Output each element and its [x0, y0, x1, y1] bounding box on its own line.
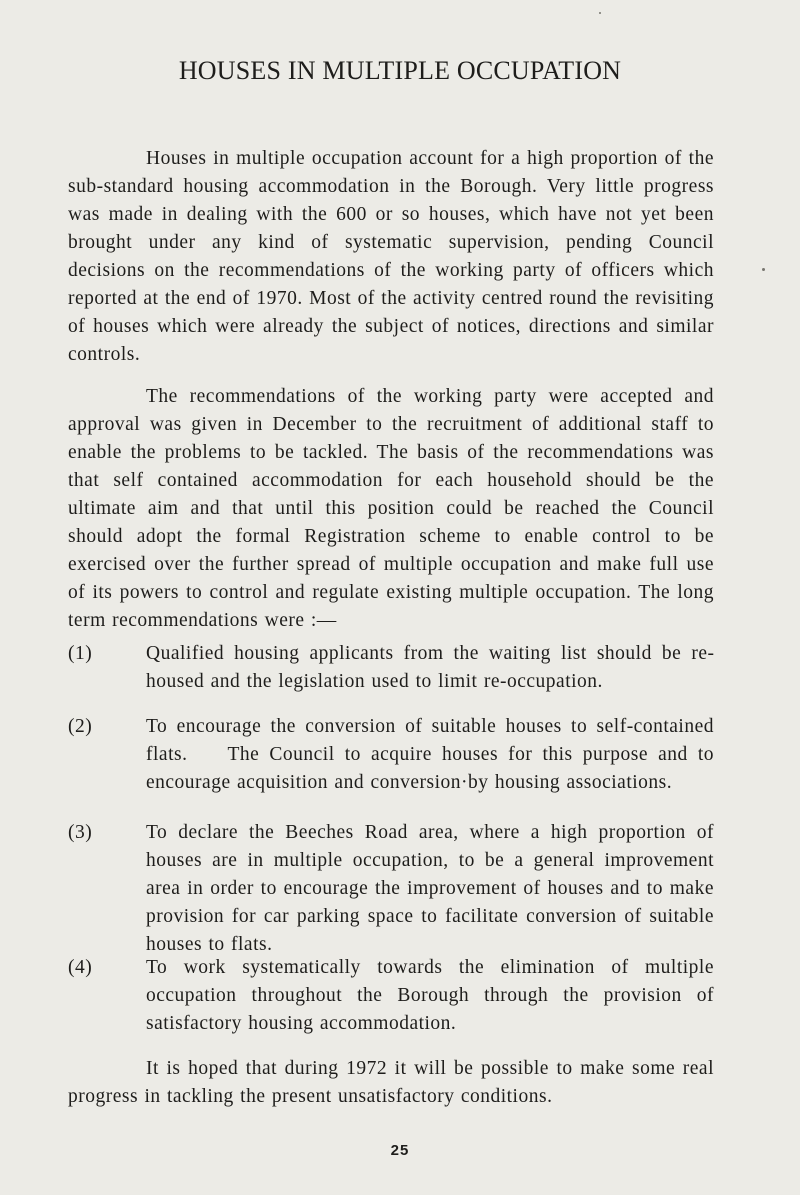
recommendation-number: (2) — [68, 716, 93, 737]
page-number: 25 — [390, 1142, 410, 1159]
page-title: HOUSES IN MULTIPLE OCCUPATION — [178, 56, 622, 85]
recommendation-text: To declare the Beeches Road area, where a high proportion of houses are in multiple occupation, to be a general improvement area in order to encourage the improvement of houses and to make provision for car parking space to facilitate conversion of suitable houses to flats. — [146, 822, 714, 955]
print-speck — [762, 268, 765, 271]
recommendation-number: (4) — [68, 957, 93, 978]
intro-paragraph: Houses in multiple occupation account for a high proportion of the sub-standard housing accommodation in the Borough. Very little progress was made in dealing with the 600 or so houses, which have not yet been brought under any kind of systematic supervision, pending Council decisions on the recommendations of the working party of officers which reported at the end of 1970. Most of the activity centred round the revisiting of houses which were already the subject of notices, directions and similar controls. — [68, 148, 714, 365]
recommendations-paragraph: The recommendations of the working party were accepted and approval was given in December to the recruitment of additional staff to enable the problems to be tackled. The basis of the recommendations was that self contained accommodation for each household should be the ultimate aim and that until this position could be reached the Council should adopt the formal Registration scheme to enable control to be exercised over the further spread of multiple occupation and make full use of its powers to control and regulate existing multiple occupation. The long term recommendations were :— — [68, 386, 714, 631]
recommendation-item-1 — [68, 640, 714, 696]
recommendation-number: (3) — [68, 822, 93, 843]
recommendation-text: To work systematically towards the elimination of multiple occupation throughout the Borough through the provision of satisfactory housing accommodation. — [146, 957, 714, 1034]
closing-paragraph: It is hoped that during 1972 it will be possible to make some real progress in tackling the present unsatisfactory conditions. — [68, 1058, 714, 1107]
print-speck — [599, 12, 601, 14]
recommendation-number: (1) — [68, 643, 93, 664]
recommendation-text: To encourage the conversion of suitable houses to self-contained flats. The Council to acquire houses for this purpose and to encourage acquisition and conversion·by housing associations. — [146, 716, 714, 793]
recommendation-item-2 — [68, 713, 714, 797]
recommendation-item-4 — [68, 954, 714, 1038]
recommendation-item-3 — [68, 819, 714, 959]
recommendation-text: Qualified housing applicants from the waiting list should be rehoused and the legislation used to limit re-occupation. — [146, 643, 714, 692]
